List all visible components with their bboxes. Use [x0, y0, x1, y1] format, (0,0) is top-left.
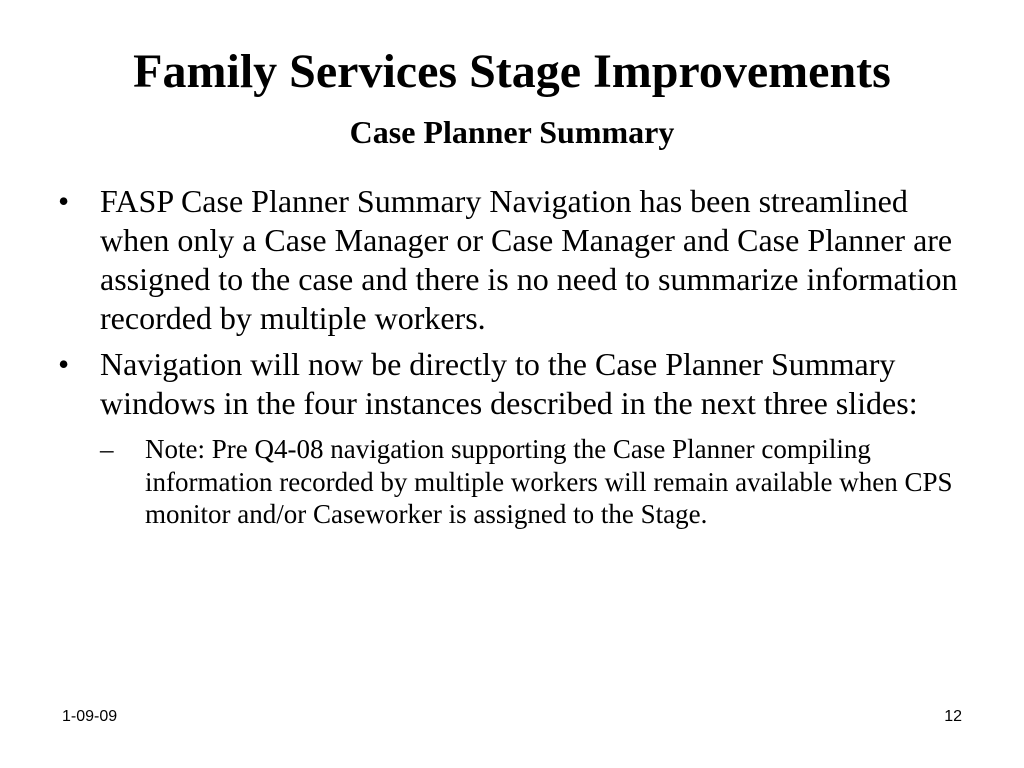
bullet-text: Navigation will now be directly to the Case Planner Summary windows in the four instances described in the next three slides:	[100, 346, 918, 421]
sub-bullet-marker: –	[100, 434, 114, 464]
footer-date: 1-09-09	[62, 708, 118, 725]
slide-body	[58, 182, 968, 531]
slide-subtitle: Case Planner Summary	[349, 114, 675, 150]
sub-bullet-item	[100, 433, 968, 531]
bullet-item	[58, 182, 968, 338]
bullet-item	[58, 345, 968, 423]
slide-title: Family Services Stage Improvements	[133, 45, 891, 98]
sub-bullet-text: Note: Pre Q4-08 navigation supporting the Case Planner compiling information recorded by multiple workers will remain available when CPS monitor and/or Caseworker is assigned to the Stage.	[145, 434, 953, 529]
bullet-marker: •	[58, 346, 70, 382]
bullet-marker: •	[58, 183, 70, 219]
footer-page-number: 12	[944, 708, 962, 725]
bullet-text: FASP Case Planner Summary Navigation has been streamlined when only a Case Manager or Case Manager and Case Planner are assigned to the case and there is no need to summarize information recorded by multiple workers.	[100, 183, 958, 336]
